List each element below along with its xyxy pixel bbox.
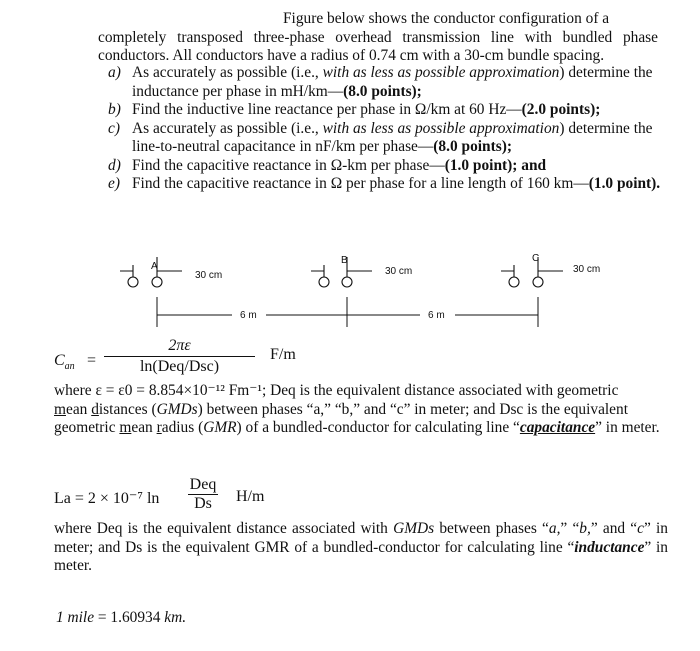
- definition-emphasis: a,: [548, 520, 561, 537]
- equation-fraction: [186, 476, 220, 513]
- underlined-letter: m: [54, 400, 66, 418]
- equation-symbol: C: [54, 352, 65, 369]
- question-text: Find the inductive line reactance per phase in Ω/km at 60 Hz—: [132, 101, 522, 118]
- bundle-spacing-label: 30 cm: [195, 270, 223, 281]
- phase-c-bundle: [501, 253, 600, 327]
- underlined-letter: g: [54, 419, 62, 436]
- bundle-spacing-label: 30 cm: [573, 264, 601, 275]
- definition-emphasis: capacitance: [519, 419, 596, 436]
- capacitance-equation: [54, 336, 354, 388]
- underlined-letter: d: [91, 400, 99, 418]
- phase-a-bundle: [120, 257, 222, 327]
- definition-text: ean: [65, 400, 92, 418]
- question-points: (2.0 points);: [521, 101, 601, 118]
- fraction-denominator: ln(Deq/Dsc): [139, 358, 220, 375]
- definition-text: adius (: [161, 419, 204, 436]
- phase-label: A: [151, 261, 158, 272]
- conductor-icon: [128, 277, 138, 287]
- definition-emphasis: GMR: [203, 419, 237, 436]
- question-item: [108, 157, 664, 176]
- question-item: [108, 101, 664, 120]
- question-text: ) determine the line-to-neutral capacitance in nF/km per phase—: [132, 119, 653, 155]
- definition-text: ” “: [560, 520, 580, 537]
- underlined-letter: r: [156, 419, 162, 436]
- question-text: ) determine the inductance per phase in mH/km—: [132, 64, 653, 100]
- conductor-icon: [342, 277, 352, 287]
- question-text: Find the capacitive reactance in Ω-km per phase—: [132, 156, 445, 174]
- definition-emphasis: GMDs: [393, 520, 435, 537]
- definition-emphasis: GMDs: [156, 400, 198, 418]
- inductance-equation: [54, 476, 454, 520]
- equation-fraction: [102, 336, 257, 377]
- question-item: [108, 120, 664, 157]
- question-label: b): [108, 101, 121, 118]
- question-item: [108, 175, 664, 194]
- question-emphasis: with as less as possible approximation: [322, 119, 560, 137]
- question-label: d): [108, 156, 121, 174]
- definition-emphasis: b,: [579, 520, 591, 537]
- fraction-denominator: Ds: [194, 495, 212, 512]
- phase-spacing-label: 6 m: [428, 310, 445, 321]
- question-text: As accurately as possible (i.e.,: [132, 64, 323, 81]
- question-label: e): [108, 175, 120, 192]
- definition-text: ” in meter.: [595, 419, 660, 436]
- intro-paragraph: [98, 10, 658, 66]
- question-emphasis: with as less as possible approximation: [322, 64, 560, 81]
- definition-text: ) between phases “a,” “b,” and “c” in meter; and Dsc is the equivalent: [197, 400, 628, 418]
- phase-spacing-label: 6 m: [240, 310, 257, 321]
- definition-line: where ε = ε0 = 8.854×10⁻¹² Fm⁻¹; Deq is the equivalent distance associated with geometric: [54, 382, 619, 399]
- definition-line: [54, 419, 668, 438]
- phase-b-bundle: [311, 255, 412, 327]
- question-points: (1.0 point).: [588, 175, 661, 192]
- fraction-numerator: 2πε: [168, 337, 191, 354]
- intro-body: completely transposed three-phase overhead transmission line with bundled phase conductors. All conductors have a radius of 0.74 cm with a 30-cm bundle spacing.: [98, 28, 658, 64]
- definition-text: istances (: [98, 400, 157, 418]
- definition-text: between phases “: [434, 520, 549, 537]
- question-text: Find the capacitive reactance in Ω per phase for a line length of 160 km—: [132, 175, 589, 192]
- equals-sign: =: [87, 352, 97, 369]
- question-points: (1.0 point); and: [444, 156, 547, 174]
- definition-text: eometric: [61, 419, 120, 436]
- unit-conversion: [56, 609, 186, 627]
- question-label: c): [108, 119, 120, 137]
- phase-label: B: [341, 255, 348, 266]
- definition-text: where Deq is the equivalent distance associated with: [54, 520, 394, 537]
- conversion-value: = 1.60934: [94, 609, 165, 626]
- definition-emphasis: inductance: [574, 538, 645, 556]
- conversion-label: 1 mile: [56, 609, 95, 626]
- conductor-icon: [319, 277, 329, 287]
- intro-first-line: Figure below shows the conductor configuration of a: [283, 10, 610, 27]
- inductance-definitions: [54, 520, 668, 576]
- underlined-letter: m: [119, 419, 132, 436]
- question-item: [108, 64, 664, 101]
- question-text: As accurately as possible (i.e.,: [132, 119, 323, 137]
- definition-text: ean: [131, 419, 157, 436]
- question-points: (8.0 points);: [433, 138, 512, 155]
- equation-lhs: [54, 352, 75, 372]
- question-list: [108, 64, 664, 194]
- equation-lhs: La = 2 × 10⁻⁷ ln: [54, 490, 160, 507]
- question-label: a): [108, 64, 121, 81]
- equation-unit: F/m: [270, 346, 296, 363]
- definition-line: [54, 401, 668, 420]
- conductor-icon: [533, 277, 543, 287]
- bundle-spacing-label: 30 cm: [385, 266, 413, 277]
- conductor-configuration-figure: [0, 245, 700, 335]
- phase-label: C: [532, 253, 540, 264]
- conductor-icon: [152, 277, 162, 287]
- equation-unit: H/m: [236, 488, 265, 505]
- question-points: (8.0 points);: [343, 82, 422, 100]
- definition-text: ” in meter.: [54, 538, 668, 574]
- conductor-icon: [509, 277, 519, 287]
- definition-text: ) of a bundled-conductor for calculating line “: [236, 419, 520, 436]
- fraction-numerator: Deq: [189, 476, 217, 493]
- definition-text: ” in meter; and Ds is the equivalent GMR of a bundled-conductor for calculating line “: [54, 520, 668, 556]
- definition-text: ” and “: [590, 520, 638, 537]
- equation-subscript: an: [64, 361, 75, 373]
- definition-emphasis: c: [637, 520, 644, 537]
- conversion-unit: km.: [164, 609, 187, 626]
- capacitance-definitions: [54, 382, 668, 438]
